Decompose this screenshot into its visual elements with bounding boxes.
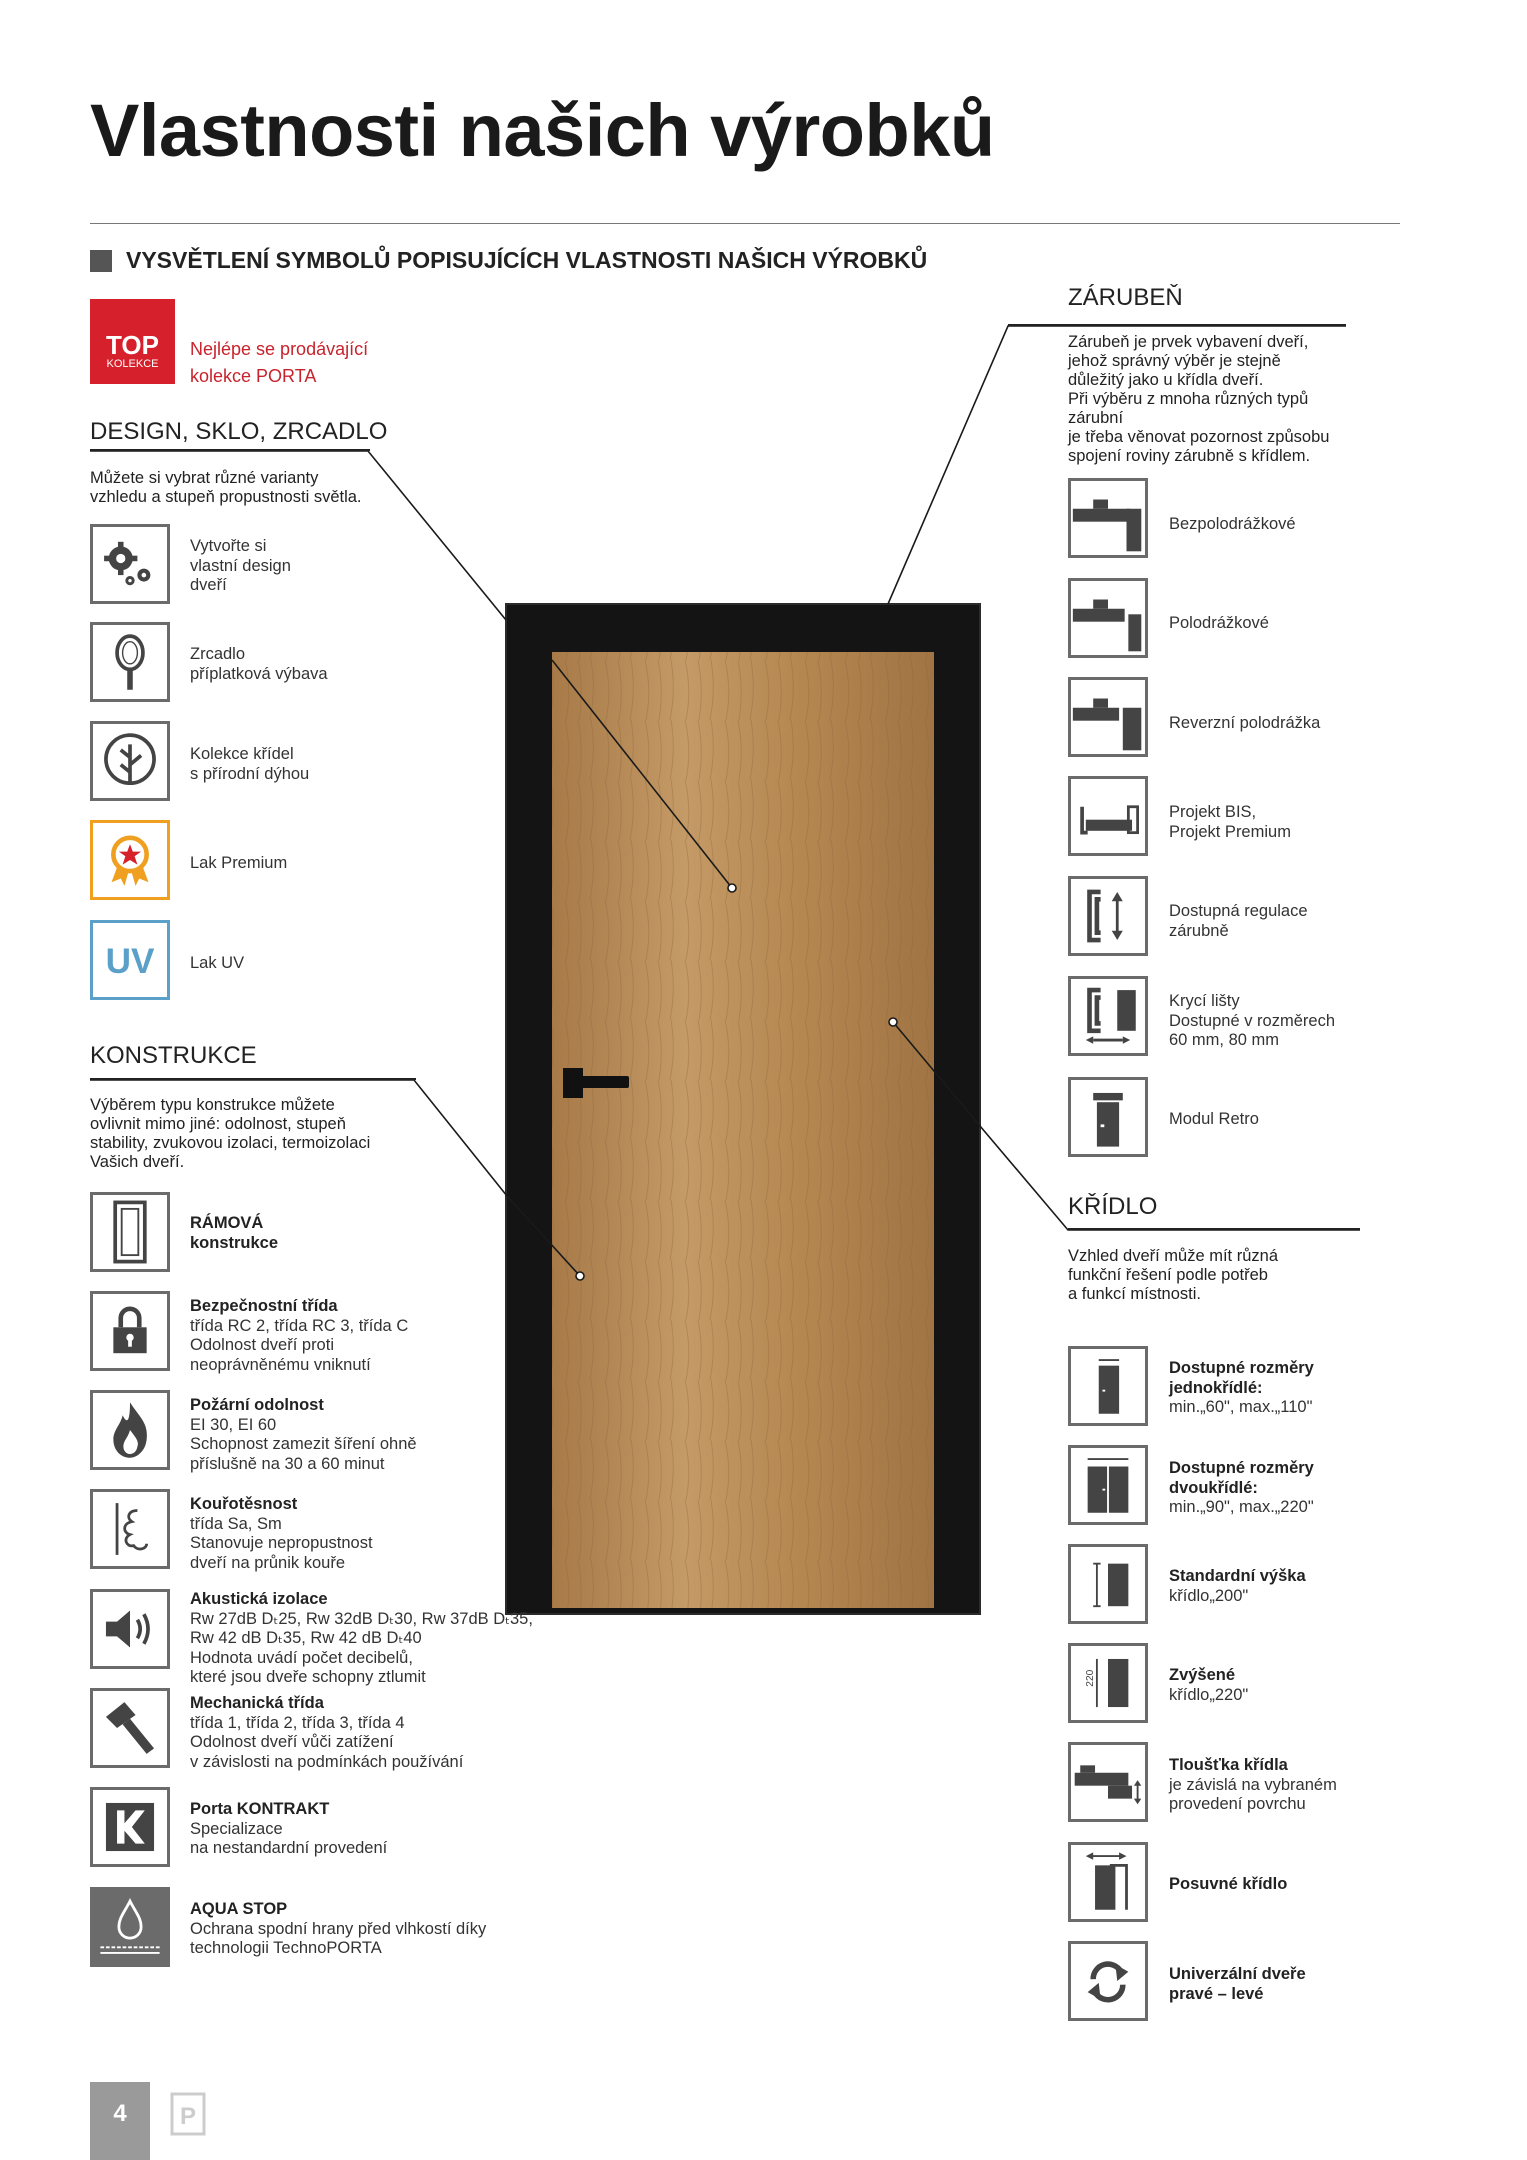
kridlo-item-5-text: Tloušťka křídla je závislá na vybraném provedení povrchu [1169, 1756, 1337, 1813]
page-title: Vlastnosti našich výrobků [90, 89, 995, 172]
konstrukce-description: Výběrem typu konstrukce můžete ovlivnit mimo jiné: odolnost, stupeň stability, zvukovou izolaci, termoizolaci Vašich dveří. [90, 1096, 371, 1171]
water-drop-icon [90, 1887, 170, 1967]
design-section-title: DESIGN, SKLO, ZRCADLO [90, 418, 388, 445]
konstrukce-section-rule [90, 1078, 416, 1080]
kridlo-item-7-text: Univerzální dveře pravé – levé [1169, 1965, 1306, 2003]
zarubne-item-1-text: Bezpolodrážkové [1169, 515, 1296, 533]
konstrukce-item-5-text: Akustická izolace Rw 27dB Dₜ25, Rw 32dB Dₜ30, Rw 37dB Dₜ35, Rw 42 dB Dₜ35, Rw 42 dB Dₜ40 Hodnota uvádí počet decibelů, které jsou dveře schopny ztlumit [190, 1590, 533, 1686]
zarubne-item-7-text: Modul Retro [1169, 1110, 1259, 1128]
section-subheading: VYSVĚTLENÍ SYMBOLŮ POPISUJÍCÍCH VLASTNOSTI NAŠICH VÝROBKŮ [126, 247, 928, 273]
frame-construction-icon [90, 1192, 170, 1272]
kridlo-item-4-text: Zvýšené křídlo„220" [1169, 1666, 1249, 1704]
kridlo-section-rule [1068, 1228, 1360, 1230]
top-badge-sub: KOLEKCE [106, 358, 159, 370]
svg-text:220: 220 [1085, 1669, 1097, 1687]
tree-icon [90, 721, 170, 801]
design-item-2-text: Zrcadlo příplatková výbava [190, 645, 328, 683]
page-number: 4 [90, 2082, 150, 2160]
konstrukce-item-1-text: RÁMOVÁ konstrukce [190, 1214, 279, 1252]
frame-adjustable-icon [1068, 876, 1148, 956]
leaf-thickness-icon [1068, 1742, 1148, 1822]
konstrukce-item-6-text: Mechanická třída třída 1, třída 2, třída 3, třída 4 Odolnost dveří vůči zatížení v závislosti na podmínkách používání [190, 1694, 464, 1771]
retro-module-icon [1068, 1077, 1148, 1157]
reversible-door-icon [1068, 1941, 1148, 2021]
zarubne-item-3-text: Reverzní polodrážka [1169, 714, 1321, 732]
award-star-icon [90, 820, 170, 900]
kridlo-section-title: KŘÍDLO [1068, 1193, 1158, 1220]
frame-profile-flush-icon [1068, 478, 1148, 558]
zarubne-description: Zárubeň je prvek vybavení dveří, jehož správný výběr je stejně důležitý jako u křídla dveří. Při výběru z mnoha různých typů zárubní je třeba věnovat pozornost způsobu spojení roviny zárubně s křídlem. [1068, 333, 1330, 465]
kridlo-item-3-text: Standardní výška křídlo„200" [1169, 1567, 1306, 1605]
top-collection-caption: Nejlépe se prodávající kolekce PORTA [190, 339, 369, 386]
frame-profile-reverse-icon [1068, 677, 1148, 757]
kridlo-item-6-text: Posuvné křídlo [1169, 1875, 1288, 1893]
design-item-5-text: Lak UV [190, 954, 245, 972]
svg-text:UV: UV [105, 941, 155, 981]
design-section-rule [90, 449, 370, 451]
door-leaf [552, 652, 934, 1608]
konstrukce-item-8-text: AQUA STOP Ochrana spodní hrany před vlhkostí díky technologii TechnoPORTA [190, 1900, 487, 1957]
konstrukce-item-4-text: Kouřotěsnost třída Sa, Sm Stanovuje nepropustnost dveří na průnik kouře [190, 1495, 373, 1572]
cover-strips-icon [1068, 976, 1148, 1056]
hammer-icon [90, 1688, 170, 1768]
kridlo-description: Vzhled dveří může mít různá funkční řešení podle potřeb a funkcí místnosti. [1068, 1247, 1279, 1303]
frame-profile-bis-icon [1068, 776, 1148, 856]
svg-text:P: P [179, 2103, 197, 2130]
design-item-1-text: Vytvořte si vlastní design dveří [190, 537, 291, 594]
zarubne-item-5-text: Dostupná regulace zárubně [1169, 902, 1308, 940]
zarubne-section-title: ZÁRUBEŇ [1068, 284, 1183, 311]
design-description: Můžete si vybrat různé varianty vzhledu a stupeň propustnosti světla. [90, 469, 362, 506]
konstrukce-item-7-text: Porta KONTRAKT Specializace na nestandardní provedení [190, 1800, 388, 1857]
sliding-door-icon [1068, 1842, 1148, 1922]
smoke-icon [90, 1489, 170, 1569]
flame-icon [90, 1390, 170, 1470]
konstrukce-item-3-text: Požární odolnost EI 30, EI 60 Schopnost zamezit šíření ohně příslušně na 30 a 60 minut [190, 1396, 417, 1473]
konstrukce-section-title: KONSTRUKCE [90, 1042, 257, 1069]
zarubne-item-2-text: Polodrážkové [1169, 614, 1269, 632]
kridlo-item-1-text: Dostupné rozměry jednokřídlé: min.„60", max.„110" [1169, 1359, 1314, 1416]
double-door-icon [1068, 1445, 1148, 1525]
top-badge-main: TOP [106, 330, 159, 360]
design-item-4-text: Lak Premium [190, 854, 288, 872]
design-item-3-text: Kolekce křídel s přírodní dýhou [190, 745, 310, 783]
single-door-icon [1068, 1346, 1148, 1426]
porta-logo-icon [170, 2092, 206, 2136]
zarubne-section-rule [1008, 324, 1346, 326]
uv-icon [90, 920, 170, 1000]
speaker-icon [90, 1589, 170, 1669]
gears-icon [90, 524, 170, 604]
frame-profile-rebated-icon [1068, 578, 1148, 658]
padlock-icon [90, 1291, 170, 1371]
zarubne-item-6-text: Krycí lišty Dostupné v rozměrech 60 mm, 80 mm [1169, 992, 1335, 1049]
standard-height-icon [1068, 1544, 1148, 1624]
raised-height-icon [1068, 1643, 1148, 1723]
kridlo-item-2-text: Dostupné rozměry dvoukřídlé: min.„90", max.„220" [1169, 1459, 1314, 1516]
zarubne-item-4-text: Projekt BIS, Projekt Premium [1169, 803, 1291, 841]
mirror-icon [90, 622, 170, 702]
konstrukce-item-2-text: Bezpečnostní třída třída RC 2, třída RC 3, třída C Odolnost dveří proti neoprávněnému vniknutí [190, 1297, 409, 1374]
kontrakt-k-icon [90, 1787, 170, 1867]
